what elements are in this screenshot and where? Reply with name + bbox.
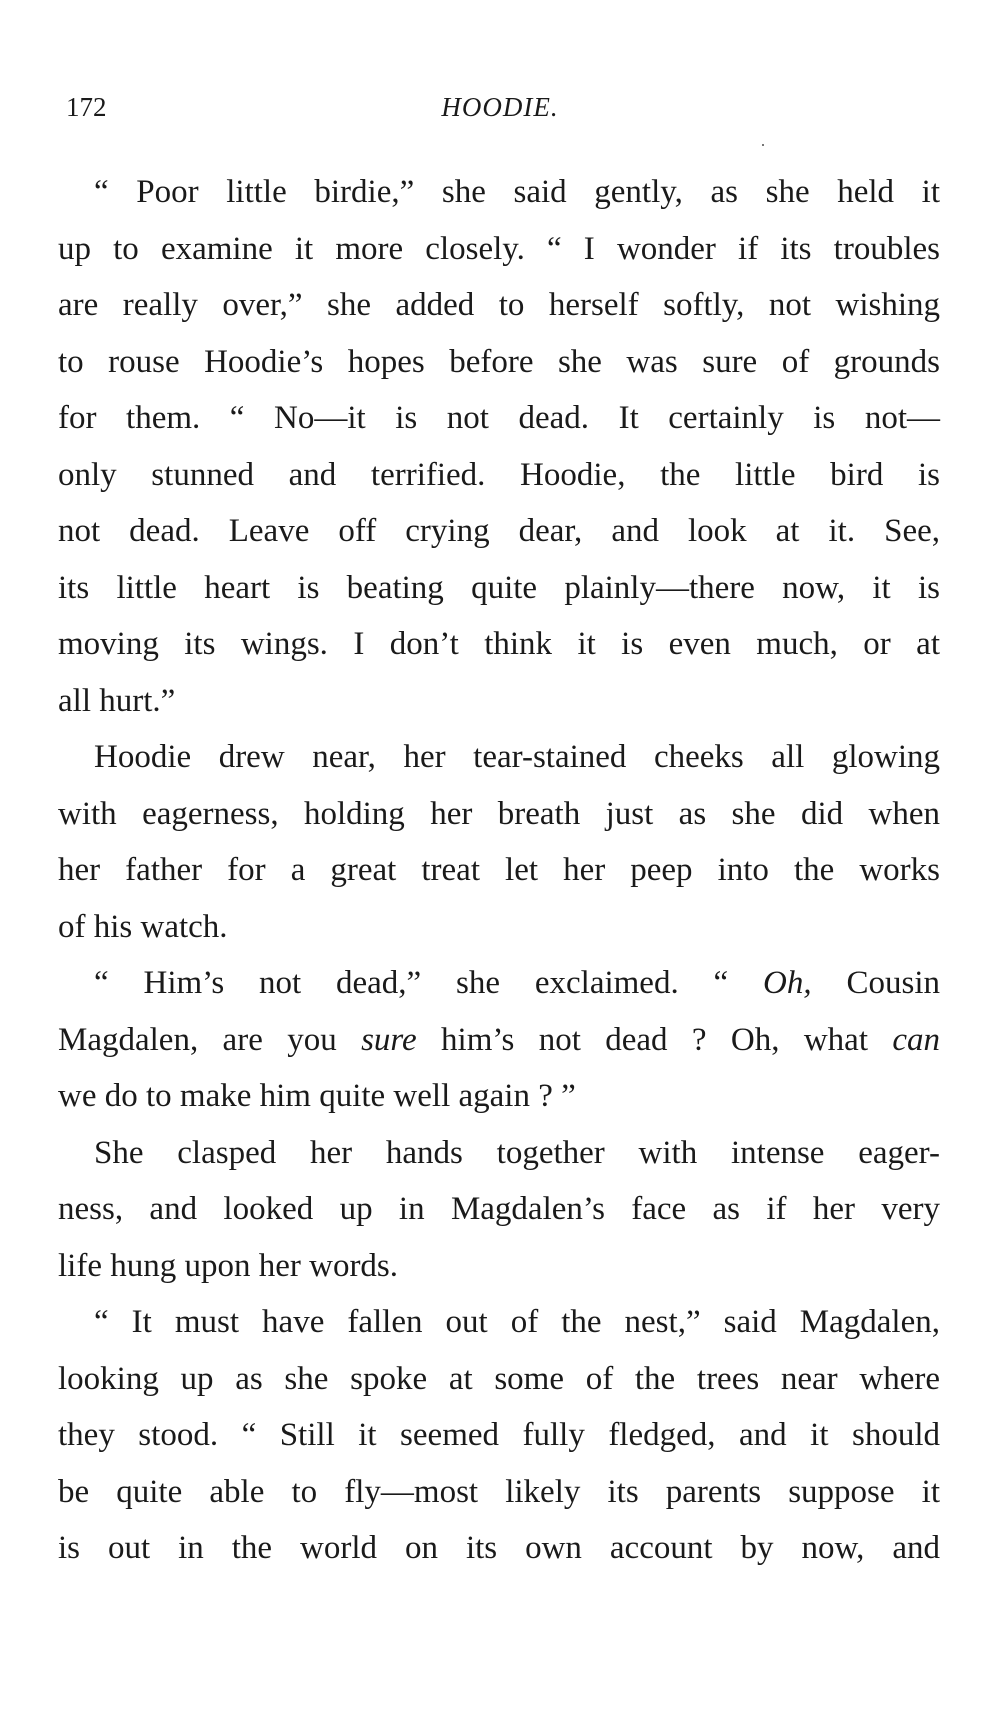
text-line: we do to make him quite well again ? ” bbox=[58, 1078, 576, 1114]
running-head bbox=[58, 92, 942, 132]
text-line: be quite able to fly—most likely its parents suppose it bbox=[58, 1473, 940, 1510]
text-segment: him’s not dead ? Oh, what bbox=[416, 1021, 893, 1058]
text-segment: Magdalen, are you bbox=[58, 1021, 362, 1058]
emphasis: sure bbox=[361, 1021, 417, 1058]
text-line: with eagerness, holding her breath just as she did when bbox=[58, 795, 940, 832]
emphasis: can bbox=[892, 1021, 940, 1058]
text-line: “ It must have fallen out of the nest,” said Magdalen, bbox=[94, 1304, 940, 1340]
text-line: ness, and looked up in Magdalen’s face as if her very bbox=[58, 1191, 940, 1227]
text-line: all hurt.” bbox=[58, 682, 176, 719]
text-segment: “ Him’s not dead,” she exclaimed. “ bbox=[94, 965, 764, 1001]
paragraph-5 bbox=[58, 1294, 940, 1577]
text-line: they stood. “ Still it seemed fully fledged, and it should bbox=[58, 1417, 940, 1453]
text-line: for them. “ No—it is not dead. It certainly is not— bbox=[58, 400, 940, 436]
emphasis: Oh, bbox=[763, 965, 812, 1001]
text-line bbox=[58, 955, 940, 1012]
text-line: looking up as she spoke at some of the trees near where bbox=[58, 1360, 940, 1397]
text-line bbox=[58, 1012, 940, 1069]
print-speck bbox=[762, 144, 764, 146]
text-line: her father for a great treat let her peep into the works bbox=[58, 852, 940, 888]
text-line: Hoodie drew near, her tear-stained cheeks all glowing bbox=[94, 739, 940, 775]
page-number: 172 bbox=[66, 92, 107, 122]
text-line: its little heart is beating quite plainly—there now, it is bbox=[58, 569, 940, 606]
paragraph-3 bbox=[58, 955, 940, 1125]
text-line: moving its wings. I don’t think it is even much, or at bbox=[58, 626, 940, 662]
text-line: is out in the world on its own account by now, and bbox=[58, 1530, 940, 1566]
paragraph-2 bbox=[58, 729, 940, 955]
running-title: HOODIE. bbox=[441, 92, 559, 122]
text-line: not dead. Leave off crying dear, and look at it. See, bbox=[58, 513, 940, 549]
paragraph-4 bbox=[58, 1125, 940, 1295]
text-line: only stunned and terrified. Hoodie, the little bird is bbox=[58, 456, 940, 493]
text-line: “ Poor little birdie,” she said gently, as she held it bbox=[94, 174, 940, 210]
text-line: up to examine it more closely. “ I wonder if its troubles bbox=[58, 230, 940, 267]
text-line: are really over,” she added to herself softly, not wishing bbox=[58, 287, 940, 323]
paragraph-1 bbox=[58, 164, 940, 729]
text-line: of his watch. bbox=[58, 908, 228, 945]
text-line: She clasped her hands together with intense eager- bbox=[94, 1134, 940, 1171]
text-segment: Cousin bbox=[811, 965, 940, 1001]
body-text bbox=[58, 164, 940, 1577]
text-line: to rouse Hoodie’s hopes before she was sure of grounds bbox=[58, 343, 940, 380]
text-line: life hung upon her words. bbox=[58, 1247, 399, 1284]
